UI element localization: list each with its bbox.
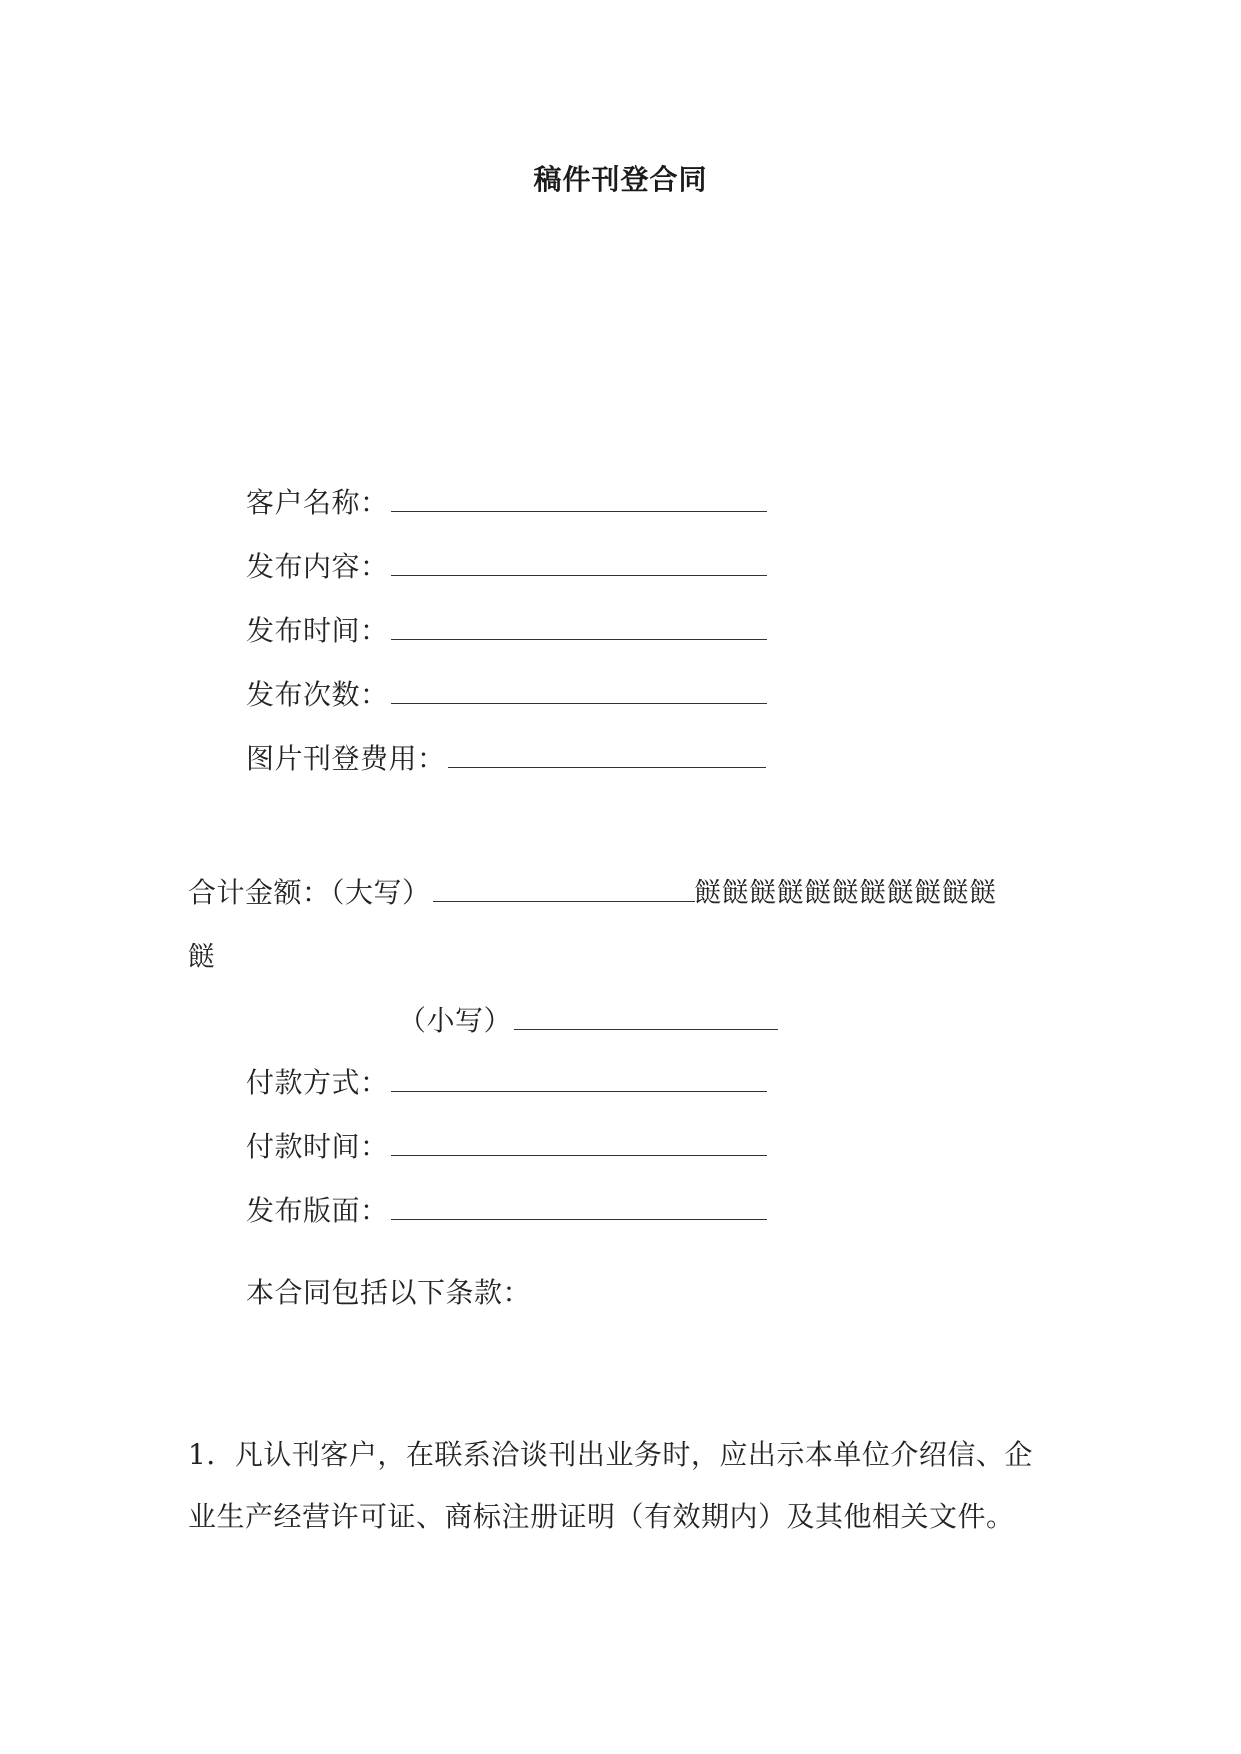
lower-case-label: （小写） [398,1004,513,1037]
field-label: 图片刊登费用： [246,742,446,775]
field-payment-method [246,1066,767,1100]
fill-blank [391,1067,767,1092]
fill-blank [391,1131,767,1156]
field-publish-count [246,678,767,712]
fill-blank [433,877,695,902]
field-label: 付款方式： [246,1066,389,1099]
field-label: 客户名称： [246,486,389,519]
field-payment-time [246,1130,767,1164]
fill-blank [391,551,767,576]
field-label: 付款时间： [246,1130,389,1163]
clauses-intro: 本合同包括以下条款： [246,1276,532,1309]
total-amount-upper [188,876,997,911]
garbled-text-wrap: 餸 [188,942,216,973]
total-amount-lower [398,1004,778,1038]
field-customer-name [246,486,767,520]
fill-blank [391,679,767,704]
fill-blank [514,1005,778,1030]
clause-1-line-1: 1．凡认刊客户，在联系洽谈刊出业务时，应出示本单位介绍信、企 [188,1438,1033,1471]
fill-blank [391,615,767,640]
clause-1-line-2: 业生产经营许可证、商标注册证明（有效期内）及其他相关文件。 [188,1500,1015,1533]
field-image-fee [246,742,766,776]
document-title: 稿件刊登合同 [533,163,708,196]
field-publish-time [246,614,767,648]
field-label: 发布内容： [246,550,389,583]
field-publish-layout [246,1194,767,1228]
field-label: 发布版面： [246,1194,389,1227]
field-label: 发布时间： [246,614,389,647]
fill-blank [391,487,767,512]
total-amount-wrap [188,940,216,975]
total-label: 合计金额： [188,876,331,909]
fill-blank [448,743,766,768]
garbled-text: 餸餸餸餸餸餸餸餸餸餸餸 [694,878,998,909]
field-label: 发布次数： [246,678,389,711]
fill-blank [391,1195,767,1220]
field-publish-content [246,550,767,584]
upper-case-label: （大写） [330,876,431,909]
